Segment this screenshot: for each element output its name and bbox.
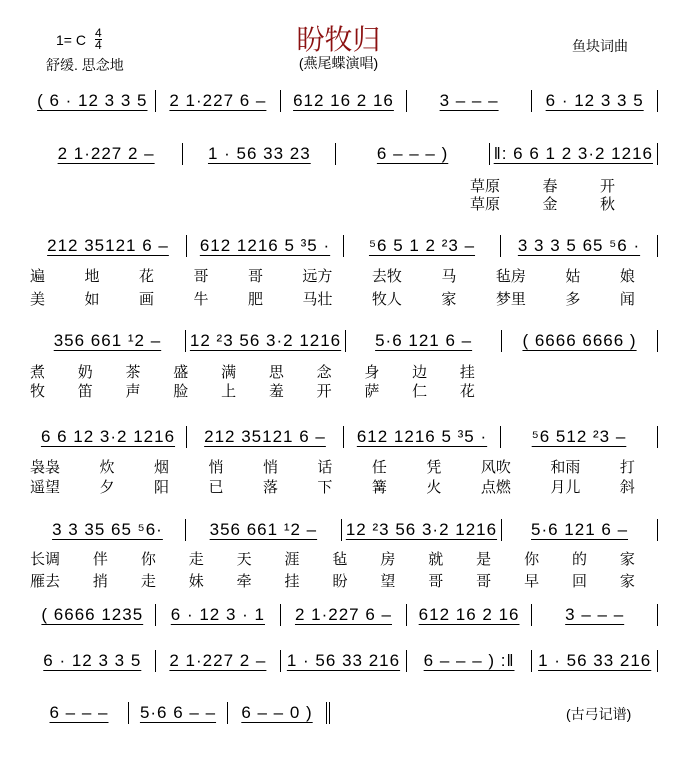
lyric-word: 脸 (173, 383, 189, 400)
measure-notes: ⁵6 512 ²3 – (531, 427, 627, 446)
measure (30, 650, 156, 672)
measure (502, 519, 658, 541)
measure-notes: ‖: 6 6 1 2 3·2 1216 (493, 144, 653, 163)
lyric-word: 满 (221, 364, 237, 381)
lyric-word: 笛 (77, 383, 93, 400)
measure (30, 702, 129, 724)
measure (30, 604, 156, 626)
measure (186, 330, 346, 352)
measure-notes: 2 1·227 6 – (169, 91, 267, 110)
lyric-word: 你 (140, 551, 156, 568)
lyric-word: 风吹 (480, 459, 511, 476)
lyric-word: 长调 (30, 551, 61, 568)
lyric-word: 开 (316, 383, 332, 400)
staff-line (30, 702, 330, 724)
measure (407, 604, 533, 626)
lyric-word: 哥 (247, 268, 263, 285)
lyric-word: 开 (599, 178, 615, 195)
measure-notes: 6 6 12 3·2 1216 (40, 427, 176, 446)
measure-notes: 5·6 121 6 – (531, 520, 629, 539)
measure-notes: 6 · 12 3 3 5 (43, 651, 142, 670)
lyric-word: 花 (138, 268, 154, 285)
lyric-word: 春 (542, 178, 558, 195)
measure (129, 702, 228, 724)
lyric-word: 梦里 (495, 291, 526, 308)
lyric-word: 牧人 (371, 291, 402, 308)
lyric-word: 走 (140, 573, 156, 590)
lyric-word: 房 (380, 551, 396, 568)
lyric-word: 家 (619, 551, 635, 568)
lyric-word: 去牧 (371, 268, 402, 285)
lyric-word: 煮 (30, 364, 46, 381)
lyric-word: 茶 (125, 364, 141, 381)
measure-notes: 6 – – – ) :‖ (423, 651, 515, 670)
lyric-word: 金 (542, 196, 558, 213)
lyric-word: 如 (84, 291, 100, 308)
measure (532, 90, 658, 112)
measure-notes: 356 661 ¹2 – (53, 331, 162, 350)
lyric-word: 点燃 (480, 479, 511, 496)
tempo-marking: 舒缓. 思念地 (46, 57, 124, 73)
measure (156, 604, 282, 626)
lyric-word: 遍 (30, 268, 46, 285)
lyric-word: 的 (571, 551, 587, 568)
lyric-word: 炊 (99, 459, 115, 476)
staff-line (30, 143, 658, 165)
measure-notes: ( 6666 6666 ) (522, 331, 637, 350)
measure-notes: 1 · 56 33 23 (207, 144, 311, 163)
lyric-word: 草原 (470, 196, 501, 213)
lyric-word: 边 (412, 364, 428, 381)
lyric-word: 落 (262, 479, 278, 496)
measure-notes: 6 – – – (49, 703, 109, 722)
lyric-word: 远方 (302, 268, 333, 285)
lyric-line (30, 476, 635, 497)
lyric-word: 草原 (470, 178, 501, 195)
measure (30, 90, 156, 112)
lyric-word: 夕 (99, 479, 115, 496)
staff-line (30, 426, 658, 448)
lyric-word: 悄 (262, 459, 278, 476)
measure (281, 650, 407, 672)
measure-notes: 6 · 12 3 · 1 (170, 605, 265, 624)
measure (186, 519, 342, 541)
lyric-word: 牵 (236, 573, 252, 590)
staff-line (30, 235, 658, 257)
key-signature: 1= C (56, 32, 86, 48)
measure (407, 650, 533, 672)
lyric-word: 家 (619, 573, 635, 590)
lyric-word: 捎 (92, 573, 108, 590)
staff-line (30, 519, 658, 541)
lyric-word: 上 (221, 383, 237, 400)
lyric-word: 阳 (153, 479, 169, 496)
lyric-word: 花 (459, 383, 475, 400)
measure (336, 143, 489, 165)
measure (281, 604, 407, 626)
measure (344, 235, 501, 257)
measure-notes: 12 ²3 56 3·2 1216 (345, 520, 498, 539)
lyric-word: 马 (441, 268, 457, 285)
lyric-word: 萨 (364, 383, 380, 400)
lyric-word: 肥 (247, 291, 263, 308)
lyric-word: 念 (316, 364, 332, 381)
lyric-word: 雁去 (30, 573, 61, 590)
lyric-word: 伴 (92, 551, 108, 568)
measure-notes: 5·6 121 6 – (375, 331, 473, 350)
measure (30, 519, 186, 541)
lyric-word: 是 (476, 551, 492, 568)
lyric-word: 妹 (188, 573, 204, 590)
measure (407, 90, 533, 112)
lyric-word: 早 (524, 573, 540, 590)
measure (501, 235, 658, 257)
measure (156, 650, 282, 672)
lyric-word: 和雨 (550, 459, 581, 476)
measure-notes: 612 16 2 16 (418, 605, 520, 624)
measure (281, 90, 407, 112)
lyric-word: 走 (188, 551, 204, 568)
lyric-line (30, 570, 635, 591)
lyric-line (470, 193, 615, 214)
measure-notes: 1 · 56 33 216 (538, 651, 652, 670)
notation-credit: (古弓记谱) (566, 706, 632, 722)
lyric-word: 就 (428, 551, 444, 568)
lyric-word: 望 (380, 573, 396, 590)
lyric-line (30, 456, 635, 477)
lyric-word: 姑 (565, 268, 581, 285)
lyric-word: 天 (236, 551, 252, 568)
lyric-word: 袅袅 (30, 459, 61, 476)
lyric-line (30, 288, 635, 309)
lyric-line (30, 361, 475, 382)
lyric-word: 斜 (619, 479, 635, 496)
lyric-word: 你 (524, 551, 540, 568)
time-signature-top: 4 (95, 26, 102, 40)
lyric-word: 牧 (30, 383, 46, 400)
staff-line (30, 604, 658, 626)
lyric-word: 打 (619, 459, 635, 476)
measure (156, 90, 282, 112)
measure (183, 143, 336, 165)
lyric-word: 烟 (153, 459, 169, 476)
lyric-word: 画 (138, 291, 154, 308)
measure-notes: 12 ²3 56 3·2 1216 (189, 331, 342, 350)
lyric-line (30, 265, 635, 286)
lyric-word: 羞 (268, 383, 284, 400)
lyric-word: 奶 (77, 364, 93, 381)
measure-notes: 1 · 56 33 216 (286, 651, 401, 670)
measure-notes: ( 6666 1235 (41, 605, 144, 624)
lyric-word: 毡 (332, 551, 348, 568)
measure (346, 330, 502, 352)
measure-notes: 212 35121 6 – (47, 236, 169, 255)
lyric-word: 话 (317, 459, 333, 476)
measure (344, 426, 501, 448)
lyric-word: 挂 (284, 573, 300, 590)
lyric-word: 多 (565, 291, 581, 308)
lyric-word: 地 (84, 268, 100, 285)
lyric-line (30, 380, 475, 401)
measure (532, 604, 658, 626)
measure (187, 235, 344, 257)
measure (501, 426, 658, 448)
measure (490, 143, 658, 165)
lyric-word: 涯 (284, 551, 300, 568)
staff-line (30, 90, 658, 112)
singer-credit: (燕尾蝶演唱) (298, 55, 379, 71)
lyric-word: 悄 (208, 459, 224, 476)
lyric-word: 美 (30, 291, 46, 308)
lyric-word: 马壮 (302, 291, 333, 308)
lyric-word: 盛 (173, 364, 189, 381)
lyric-line (30, 548, 635, 569)
lyric-word: 挂 (459, 364, 475, 381)
lyric-word: 哥 (193, 268, 209, 285)
lyric-word: 娘 (619, 268, 635, 285)
lyric-word: 回 (571, 573, 587, 590)
measure-notes: 612 1216 5 ³5 · (199, 236, 331, 255)
lyric-word: 已 (208, 479, 224, 496)
measure-notes: 356 661 ¹2 – (209, 520, 318, 539)
lyric-word: 身 (364, 364, 380, 381)
lyric-word: 盼 (332, 573, 348, 590)
measure (342, 519, 502, 541)
lyric-word: 遥望 (30, 479, 61, 496)
measure (228, 702, 330, 724)
measure (502, 330, 658, 352)
measure (532, 650, 658, 672)
lyric-word: 闻 (619, 291, 635, 308)
measure-notes: ⁵6 5 1 2 ²3 – (368, 236, 476, 255)
measure-notes: 3 – – – (565, 605, 625, 624)
lyric-word: 篝 (371, 479, 387, 496)
lyric-word: 火 (426, 479, 442, 496)
measure-notes: 5·6 6 – – (139, 703, 217, 722)
measure-notes: 2 1·227 2 – (169, 651, 267, 670)
lyric-word: 哥 (476, 573, 492, 590)
lyric-word: 仁 (412, 383, 428, 400)
composer-credit: 鱼块词曲 (572, 38, 628, 54)
staff-line (30, 330, 658, 352)
measure-notes: 612 16 2 16 (293, 91, 394, 110)
measure-notes: 612 1216 5 ³5 · (356, 427, 488, 446)
lyric-word: 月儿 (550, 479, 581, 496)
lyric-word: 哥 (428, 573, 444, 590)
measure-notes: 3 – – – (439, 91, 499, 110)
measure (30, 426, 187, 448)
lyric-word: 秋 (599, 196, 615, 213)
lyric-word: 凭 (426, 459, 442, 476)
lyric-word: 下 (317, 479, 333, 496)
measure-notes: ( 6 · 12 3 3 5 (37, 91, 148, 110)
measure-notes: 2 1·227 6 – (294, 605, 392, 624)
lyric-word: 毡房 (495, 268, 526, 285)
lyric-word: 任 (371, 459, 387, 476)
measure-notes: 6 · 12 3 3 5 (545, 91, 644, 110)
measure (30, 235, 187, 257)
measure (187, 426, 344, 448)
measure-notes: 2 1·227 2 – (57, 144, 155, 163)
measure (30, 330, 186, 352)
lyric-word: 牛 (193, 291, 209, 308)
measure (30, 143, 183, 165)
lyric-word: 思 (268, 364, 284, 381)
measure-notes: 3 3 35 65 ⁵6· (52, 520, 163, 539)
staff-line (30, 650, 658, 672)
lyric-word: 家 (441, 291, 457, 308)
measure-notes: 6 – – – ) (376, 144, 449, 163)
measure-notes: 212 35121 6 – (204, 427, 326, 446)
measure-notes: 3 3 3 5 65 ⁵6 · (517, 236, 641, 255)
measure-notes: 6 – – 0 ) (241, 703, 313, 722)
time-signature-bottom: 4 (95, 38, 102, 52)
lyric-word: 声 (125, 383, 141, 400)
song-title: 盼牧归 (296, 24, 381, 55)
